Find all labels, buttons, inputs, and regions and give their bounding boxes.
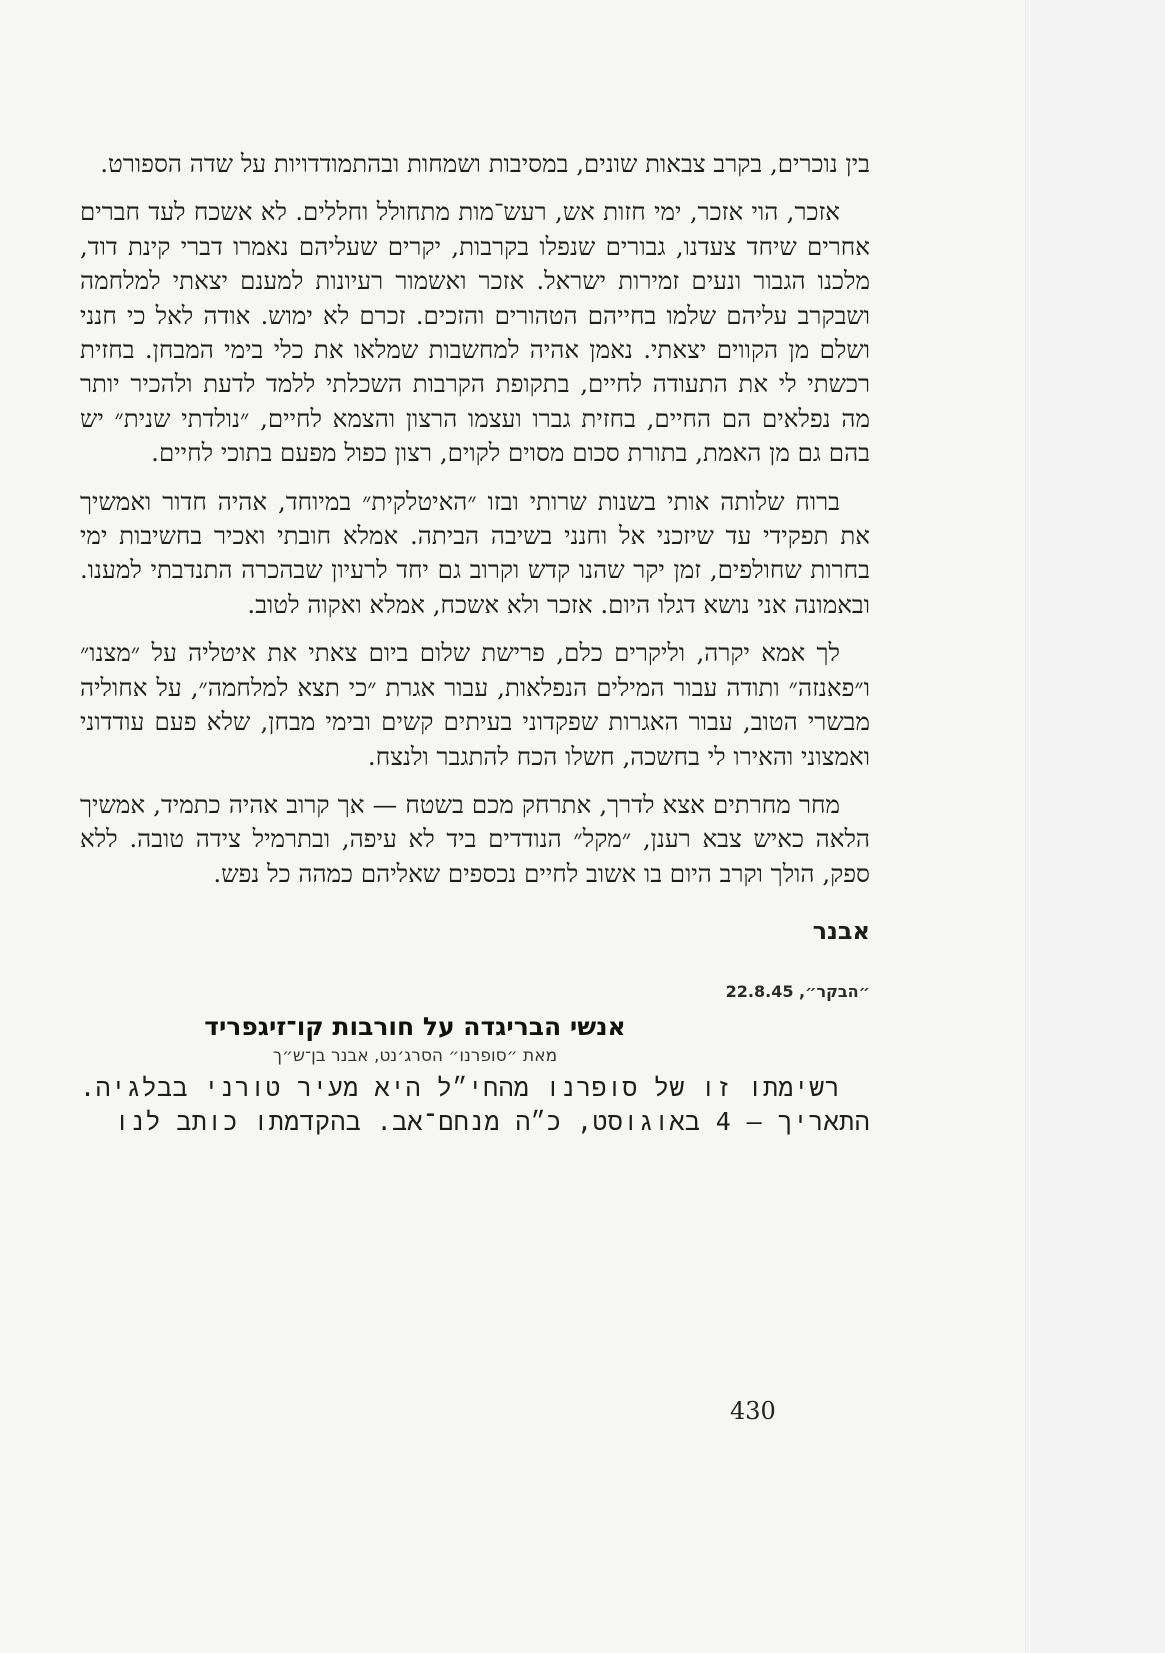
scan-margin-strip [1025,0,1165,1653]
page-content [80,147,870,1139]
signature: אבנר [812,917,870,946]
source-line: ״הבקר״, 22.8.45 [725,982,870,1002]
intro-paragraph: רשימתו זו של סופרנו מהחי״ל היא מעיר טורני בבלגיה. התאריך — 4 באוגוסט, כ״ה מנחם־אב. בהקדמתו כותב לנו [80,1073,870,1137]
page-number: 430 [730,1397,776,1425]
paragraph-5: מחר מחרתים אצא לדרך, אתרחק מכם בשטח — אך קרוב אהיה כתמיד, אמשיך הלאה כאיש צבא רענן, ״מקל״ הנודדים ביד לא עיפה, ובתרמיל צידה טובה. ללא ספק, הולך וקרב היום בו אשוב לחיים נכספים שאליהם כמהה כל נפש. [80,789,870,888]
byline: מאת ״סופרנו״ הסרג׳נט, אבנר בן־ש״ך [272,1046,558,1067]
paragraph-1: בין נוכרים, בקרב צבאות שונים, במסיבות ושמחות ובהתמודדויות על שדה הספורט. [100,149,870,178]
paragraph-2: אזכר, הוי אזכר, ימי חזות אש, רעש־מות מתחולל וחללים. לא אשכח לעד חברים אחרים שיחד צעדנו, גבורים שנפלו בקרבות, יקרים שעליהם נאמרו דברי קינת דוד, מלכנו הגבור ונעים זמירות ישראל. אזכר ואשמור רעיונות למענם יצאתי למלחמה ושבקרב עליהם שלמו בחייהם הטהורים והזכים. זכרם לא ימוש. אודה לאל כי חנני ושלם מן הקווים יצאתי. נאמן אהיה למחשבות שמלאו את כלי בימי המבחן. בחזית רכשתי לי את התעודה לחיים, בתקופת הקרבות השכלתי ללמד לדעת ולהכיר יותר מה נפלאים הם החיים, בחזית גברו ועצמו הרצון והצמא לחיים, ״נולדתי שנית״ יש בהם גם מן האמת, בתורת סכום מסוים לקוים, רצון כפול מפעם בתוכי לחיים. [80,197,870,468]
paragraph-4: לך אמא יקרה, וליקרים כלם, פרישת שלום ביום צאתי את איטליה על ״מצנו״ ו״פאנזה״ ותודה עבור המילים הנפלאות, עבור אגרת ״כי תצא למלחמה״, על אחוליה מבשרי הטוב, עבור האגרות שפקדוני בעיתים קשים ובימי מבחן, שלא פעם עודדוני ואמצוני והאירו לי בחשכה, חשלו הכח להתגבר ולנצח. [80,638,870,771]
paragraph-3: ברוח שלותה אותי בשנות שרותי ובזו ״האיטלקית״ במיוחד, אהיה חדור ואמשיך את תפקידי עד שיזכני אל וחנני בשיבה הביתה. אמלא חובתי ואכיר בחשיבות ימי בחרות שחולפים, זמן יקר שהנו קדש וקרוב גם יחד לרעיון שבהכרה התנדבתי למענו. ובאמונה אני נושא דגלו היום. אזכר ולא אשכח, אמלא ואקוה לטוב. [80,486,870,619]
article-title: אנשי הבריגדה על חורבות קו־זיגפריד [204,1012,626,1042]
